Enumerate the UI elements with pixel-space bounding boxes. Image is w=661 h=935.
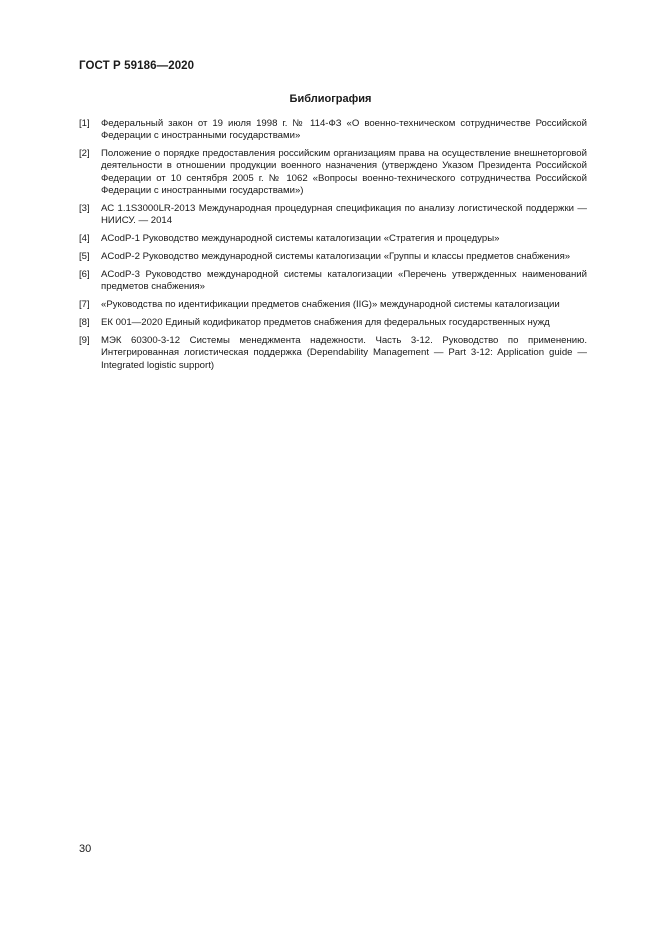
- entry-text: МЭК 60300-3-12 Системы менеджмента надежности. Часть 3-12. Руководство по применению. Интегрированная логистическая поддержка (Dependability Management — Part 3-12: Application guide — Integrated logistic support): [101, 334, 587, 371]
- bibliography-list: [79, 118, 587, 377]
- entry-number: [5]: [79, 251, 90, 263]
- entry-number: [2]: [79, 148, 90, 160]
- section-title: Библиография: [289, 93, 372, 105]
- entry-text: Федеральный закон от 19 июля 1998 г. № 114-ФЗ «О военно-техническом сотрудничестве Российской Федерации с иностранными государствами»: [101, 118, 587, 142]
- entry-number: [8]: [79, 317, 90, 329]
- entry-number: [7]: [79, 299, 90, 311]
- page-number: 30: [79, 843, 92, 855]
- entry-number: [6]: [79, 268, 90, 280]
- bibliography-entry: [79, 251, 587, 263]
- entry-text: ЕК 001—2020 Единый кодификатор предметов снабжения для федеральных государственных нужд: [101, 317, 550, 329]
- bibliography-entry: [79, 118, 587, 143]
- bibliography-entry: [79, 299, 587, 311]
- bibliography-entry: [79, 203, 587, 228]
- entry-text: ACodP-1 Руководство международной системы каталогизации «Стратегия и процедуры»: [101, 233, 500, 245]
- entry-text: Положение о порядке предоставления российским организациям права на осуществление внешнеторговой деятельности в отношении продукции военного назначения (утверждено Указом Президента Российской Федерации от 10 сентября 2005 г. № 1062 «Вопросы военно-технического сотрудничества Российской Федерации с иностранными государствами»): [101, 148, 587, 197]
- entry-number: [4]: [79, 233, 90, 245]
- bibliography-entry: [79, 148, 587, 197]
- bibliography-entry: [79, 233, 587, 245]
- bibliography-entry: [79, 269, 587, 294]
- entry-number: [9]: [79, 334, 90, 346]
- bibliography-entry: [79, 317, 587, 329]
- entry-number: [1]: [79, 118, 90, 129]
- entry-number: [3]: [79, 202, 90, 214]
- entry-text: АС 1.1S3000LR-2013 Международная процедурная спецификация по анализу логистической поддержки — НИИСУ. — 2014: [101, 202, 587, 227]
- entry-text: ACodP-2 Руководство международной системы каталогизации «Группы и классы предметов снабжения»: [101, 251, 571, 263]
- entry-text: ACodP-3 Руководство международной системы каталогизации «Перечень утвержденных наименований предметов снабжения»: [101, 268, 587, 293]
- bibliography-entry: [79, 335, 587, 372]
- document-code: ГОСТ Р 59186—2020: [79, 60, 195, 72]
- entry-text: «Руководства по идентификации предметов снабжения (IIG)» международной системы каталогизации: [101, 299, 560, 311]
